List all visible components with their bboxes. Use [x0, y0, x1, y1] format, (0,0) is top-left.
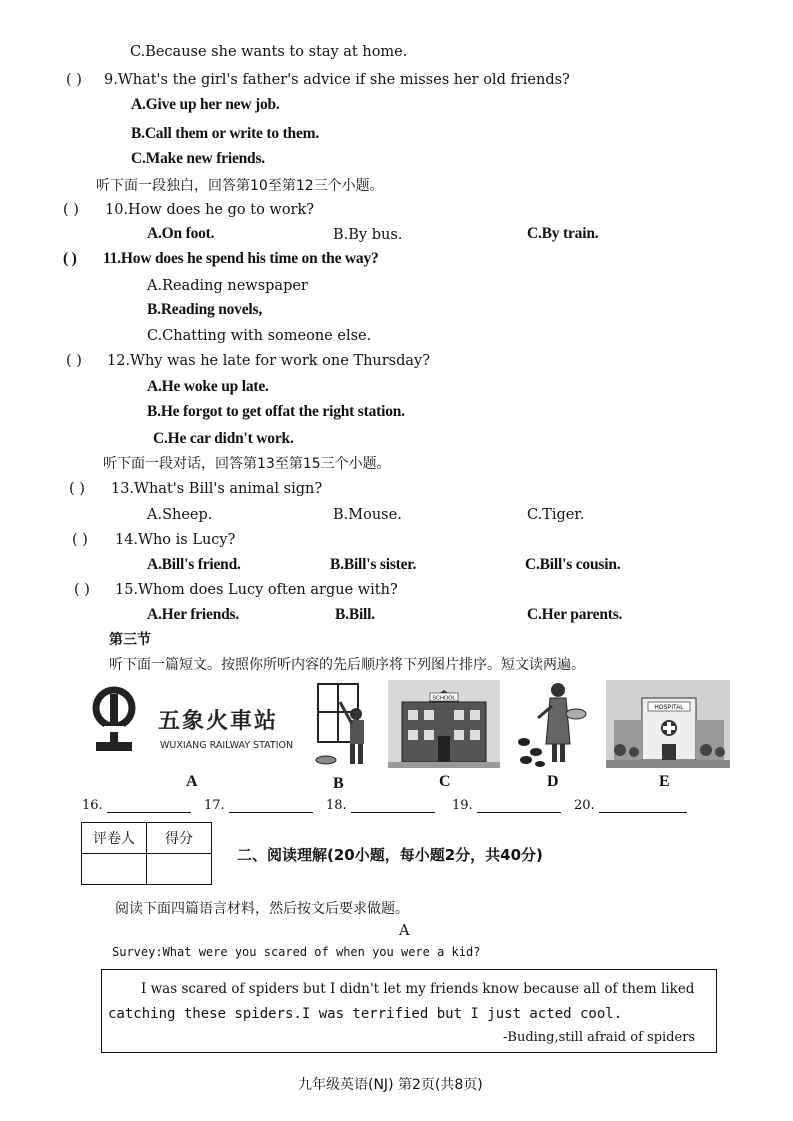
picture-c-school	[388, 680, 500, 768]
q13-bracket: ( )	[69, 481, 85, 497]
score-header: 得分	[147, 823, 212, 854]
q15-option-c: C.Her parents.	[527, 606, 623, 623]
q12-question: 12.Why was he late for work one Thursday?	[107, 353, 431, 369]
picture-label-a: A	[186, 773, 198, 790]
q9-question: 9.What's the girl's father's advice if she misses her old friends?	[104, 72, 570, 88]
part2-instruction: 阅读下面四篇语言材料，然后按文后要求做题。	[115, 901, 409, 917]
blank-number: 18.	[326, 798, 347, 813]
answer-blank-20[interactable]	[574, 798, 687, 813]
quote-author: -Buding,still afraid of spiders	[503, 1030, 696, 1045]
blank-line[interactable]	[229, 798, 313, 813]
blank-number: 19.	[452, 798, 473, 813]
q12-option-c: C.He car didn't work.	[153, 430, 294, 447]
q15-bracket: ( )	[74, 582, 90, 598]
q11-question: 11.How does he spend his time on the way?	[103, 250, 379, 267]
q10-bracket: ( )	[63, 202, 79, 218]
blank-number: 16.	[82, 798, 103, 813]
quote-line-1: I was scared of spiders but I didn't let my friends know because all of them liked	[141, 981, 695, 997]
blank-number: 17.	[204, 798, 225, 813]
q9-option-c: C.Make new friends.	[131, 150, 265, 167]
instruction-10-12: 听下面一段独白，回答第10至第12三个小题。	[96, 178, 384, 194]
q15-option-b: B.Bill.	[335, 606, 375, 623]
q11-bracket: ( )	[63, 250, 77, 267]
q13-option-c: C.Tiger.	[527, 507, 585, 523]
blank-number: 20.	[574, 798, 595, 813]
answer-blank-18[interactable]	[326, 798, 435, 813]
grader-cell[interactable]	[82, 854, 147, 885]
picture-label-e: E	[659, 773, 670, 790]
railway-logo-icon	[84, 686, 144, 758]
q11-option-b: B.Reading novels,	[147, 301, 263, 318]
picture-label-b: B	[333, 775, 344, 792]
q13-option-a: A.Sheep.	[147, 507, 213, 523]
section3-title: 第三节	[109, 632, 151, 648]
picture-e-hospital	[606, 680, 730, 768]
picture-b-cleaning-window	[312, 680, 374, 768]
q15-question: 15.Whom does Lucy often argue with?	[115, 582, 398, 598]
q14-option-a: A.Bill's friend.	[147, 556, 241, 573]
picture-d-feeding-chickens	[516, 680, 590, 768]
q13-question: 13.What's Bill's animal sign?	[111, 481, 323, 497]
blank-line[interactable]	[351, 798, 435, 813]
q9-option-b: B.Call them or write to them.	[131, 125, 320, 142]
q15-option-a: A.Her friends.	[147, 606, 240, 623]
q10-option-a: A.On foot.	[147, 225, 215, 242]
section3-instruction: 听下面一篇短文。按照你所听内容的先后顺序将下列图片排序。短文读两遍。	[109, 657, 585, 673]
q12-option-a: A.He woke up late.	[147, 378, 269, 395]
hospital-sign-text: HOSPITAL	[654, 705, 684, 711]
q14-option-b: B.Bill's sister.	[330, 556, 417, 573]
q10-question: 10.How does he go to work?	[105, 202, 315, 218]
q14-bracket: ( )	[72, 532, 88, 548]
q13-option-b: B.Mouse.	[333, 507, 402, 523]
answer-blank-16[interactable]	[82, 798, 191, 813]
q9-option-a: A.Give up her new job.	[131, 96, 280, 113]
q11-option-c: C.Chatting with someone else.	[147, 328, 372, 344]
q12-bracket: ( )	[66, 353, 82, 369]
q8-option-c: C.Because she wants to stay at home.	[130, 44, 408, 60]
station-name-cn: 五象火車站	[158, 709, 279, 734]
blank-line[interactable]	[107, 798, 191, 813]
q14-question: 14.Who is Lucy?	[115, 532, 236, 548]
quote-line-2: catching these spiders.I was terrified but I just acted cool.	[108, 1006, 623, 1022]
blank-line[interactable]	[599, 798, 687, 813]
picture-label-d: D	[547, 773, 559, 790]
part2-title: 二、阅读理解(20小题，每小题2分，共40分)	[237, 846, 543, 864]
answer-blank-19[interactable]	[452, 798, 561, 813]
instruction-13-15: 听下面一段对话，回答第13至第15三个小题。	[103, 456, 391, 472]
picture-a-railway-logo	[84, 680, 298, 768]
survey-question: Survey:What were you scared of when you were a kid?	[112, 945, 481, 959]
score-table	[81, 822, 212, 885]
q14-option-c: C.Bill's cousin.	[525, 556, 621, 573]
passage-letter: A	[399, 923, 410, 939]
page-footer: 九年级英语(NJ) 第2页(共8页)	[298, 1077, 483, 1093]
q12-option-b: B.He forgot to get offat the right station.	[147, 403, 405, 420]
station-name-en: WUXIANG RAILWAY STATION	[160, 740, 294, 751]
school-sign-text: SCHOOL	[432, 695, 456, 702]
q9-bracket: ( )	[66, 72, 82, 88]
q11-option-a: A.Reading newspaper	[147, 278, 308, 294]
q10-option-c: C.By train.	[527, 225, 599, 242]
answer-blank-17[interactable]	[204, 798, 313, 813]
blank-line[interactable]	[477, 798, 561, 813]
picture-label-c: C	[439, 773, 451, 790]
score-cell[interactable]	[147, 854, 212, 885]
q10-option-b: B.By bus.	[333, 227, 403, 243]
grader-header: 评卷人	[82, 823, 147, 854]
